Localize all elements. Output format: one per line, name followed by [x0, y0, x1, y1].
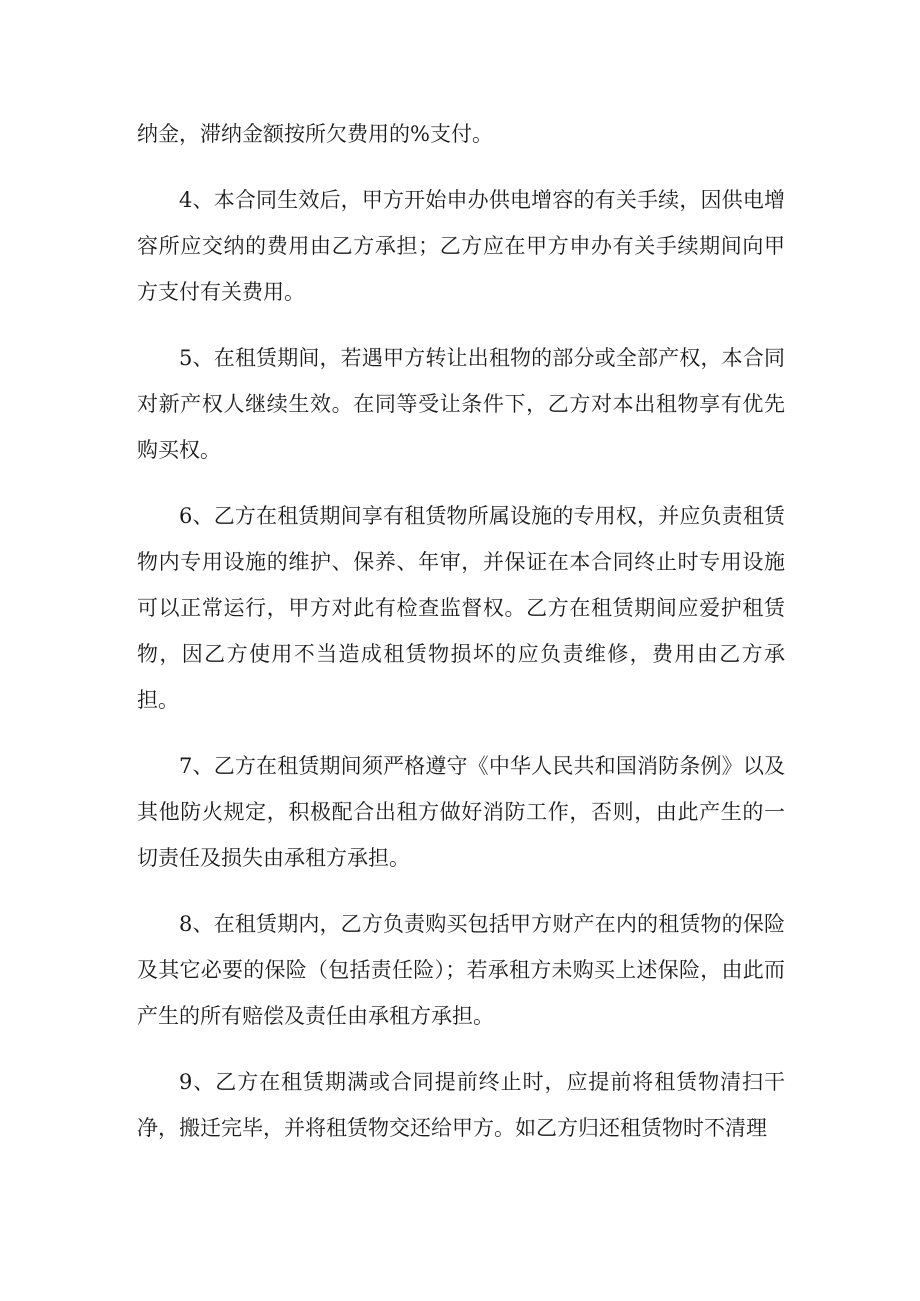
- paragraph-continuation: 纳金，滞纳金额按所欠费用的%支付。: [137, 122, 493, 146]
- clause-8-paragraph: 8、在租赁期内，乙方负责购买包括甲方财产在内的租赁物的保险及其它必要的保险（包括责任险）；若承租方未购买上述保险，由此而产生的所有赔偿及责任由承租方承担。: [137, 912, 785, 1028]
- clause-9-paragraph: 9、乙方在租赁期满或合同提前终止时，应提前将租赁物清扫干净，搬迁完毕，并将租赁物交还给甲方。如乙方归还租赁物时不清理: [137, 1070, 785, 1140]
- clause-6-paragraph: 6、乙方在租赁期间享有租赁物所属设施的专用权，并应负责租赁物内专用设施的维护、保养、年审，并保证在本合同终止时专用设施可以正常运行，甲方对此有检查监督权。乙方在租赁期间应爱护租赁物，因乙方使用不当造成租赁物损坏的应负责维修，费用由乙方承担。: [137, 504, 785, 712]
- clause-7-paragraph: 7、乙方在租赁期间须严格遵守《中华人民共和国消防条例》以及其他防火规定，积极配合出租方做好消防工作，否则，由此产生的一切责任及损失由承租方承担。: [137, 754, 785, 870]
- clause-5-paragraph: 5、在租赁期间，若遇甲方转让出租物的部分或全部产权，本合同对新产权人继续生效。在同等受让条件下，乙方对本出租物享有优先购买权。: [137, 346, 785, 462]
- clause-4-paragraph: 4、本合同生效后，甲方开始申办供电增容的有关手续，因供电增容所应交纳的费用由乙方承担；乙方应在甲方申办有关手续期间向甲方支付有关费用。: [137, 188, 785, 304]
- document-page: [137, 111, 785, 1171]
